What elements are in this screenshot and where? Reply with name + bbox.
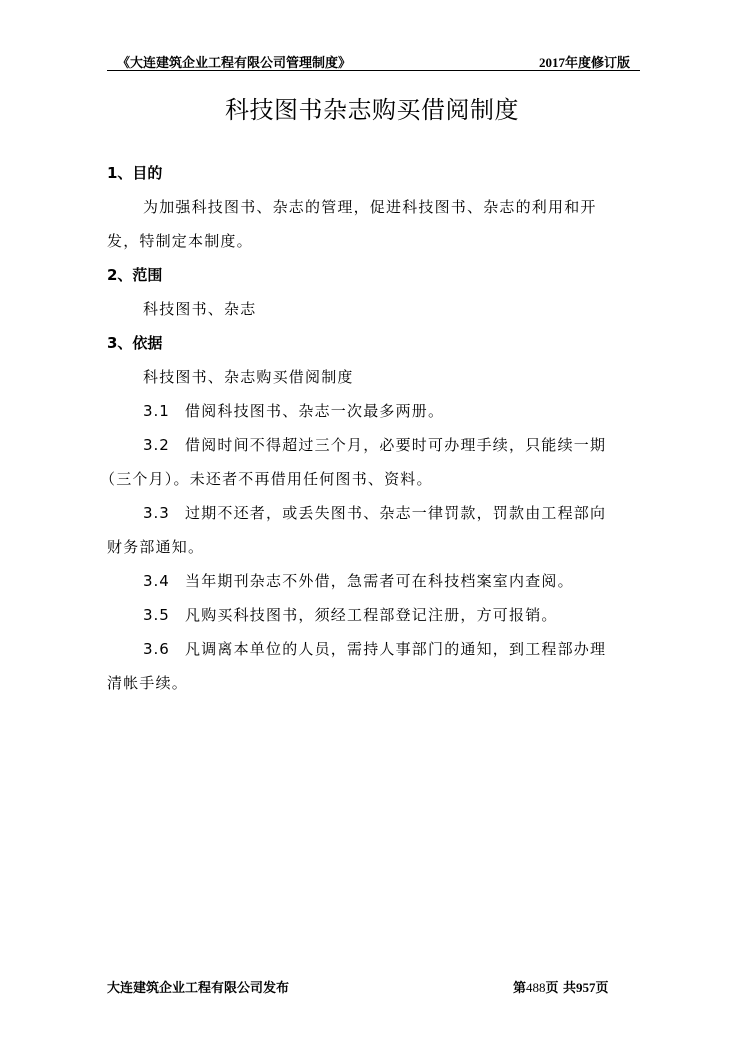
header-revision: 2017年度修订版 xyxy=(538,55,630,70)
scope-text: 科技图书、杂志 xyxy=(143,300,257,318)
footer-publisher: 大连建筑企业工程有限公司发布 xyxy=(107,981,290,996)
clause-number: 3.2 xyxy=(143,436,170,454)
clause-text: 借阅时间不得超过三个月，必要时可办理手续，只能续一期 xyxy=(185,436,607,454)
clause-number: 3.1 xyxy=(143,402,170,420)
footer-page-number xyxy=(513,977,609,996)
clause-3-2 xyxy=(143,434,606,455)
clause-3-6 xyxy=(143,638,606,659)
clause-3-2-continuation: （三个月）。未还者不再借用任何图书、资料。 xyxy=(100,470,433,488)
section-heading-basis: 3、依据 xyxy=(107,334,163,352)
page-total: 957 xyxy=(576,980,596,995)
clause-3-5 xyxy=(143,604,558,625)
section-heading-purpose: 1、目的 xyxy=(107,164,163,182)
header-document-series: 《大连建筑企业工程有限公司管理制度》 xyxy=(117,56,352,71)
page-current: 488 xyxy=(526,980,546,995)
clause-number: 3.3 xyxy=(143,504,170,522)
section-heading-scope: 2、范围 xyxy=(107,266,163,284)
clause-3-3 xyxy=(143,502,606,523)
clause-3-3-continuation: 财务部通知。 xyxy=(107,538,205,556)
clause-text: 凡购买科技图书，须经工程部登记注册，方可报销。 xyxy=(185,606,558,624)
document-title: 科技图书杂志购买借阅制度 xyxy=(225,96,519,124)
page-mid: 页 共 xyxy=(545,981,577,996)
page-prefix: 第 xyxy=(513,981,527,996)
page-header xyxy=(107,50,640,71)
clause-3-4 xyxy=(143,570,574,591)
clause-text: 借阅科技图书、杂志一次最多两册。 xyxy=(185,402,445,420)
clause-number: 3.6 xyxy=(143,640,170,658)
clause-number: 3.5 xyxy=(143,606,170,624)
clause-text: 过期不还者，或丢失图书、杂志一律罚款，罚款由工程部向 xyxy=(185,504,607,522)
purpose-text-line-2: 发，特制定本制度。 xyxy=(107,232,253,250)
clause-text: 当年期刊杂志不外借，急需者可在科技档案室内查阅。 xyxy=(185,572,574,590)
basis-intro: 科技图书、杂志购买借阅制度 xyxy=(143,368,354,386)
purpose-text-line-1: 为加强科技图书、杂志的管理，促进科技图书、杂志的利用和开 xyxy=(143,198,597,216)
page-suffix: 页 xyxy=(595,981,609,996)
clause-3-1 xyxy=(143,400,444,421)
clause-3-6-continuation: 清帐手续。 xyxy=(107,674,189,692)
clause-number: 3.4 xyxy=(143,572,170,590)
clause-text: 凡调离本单位的人员，需持人事部门的通知，到工程部办理 xyxy=(185,640,607,658)
